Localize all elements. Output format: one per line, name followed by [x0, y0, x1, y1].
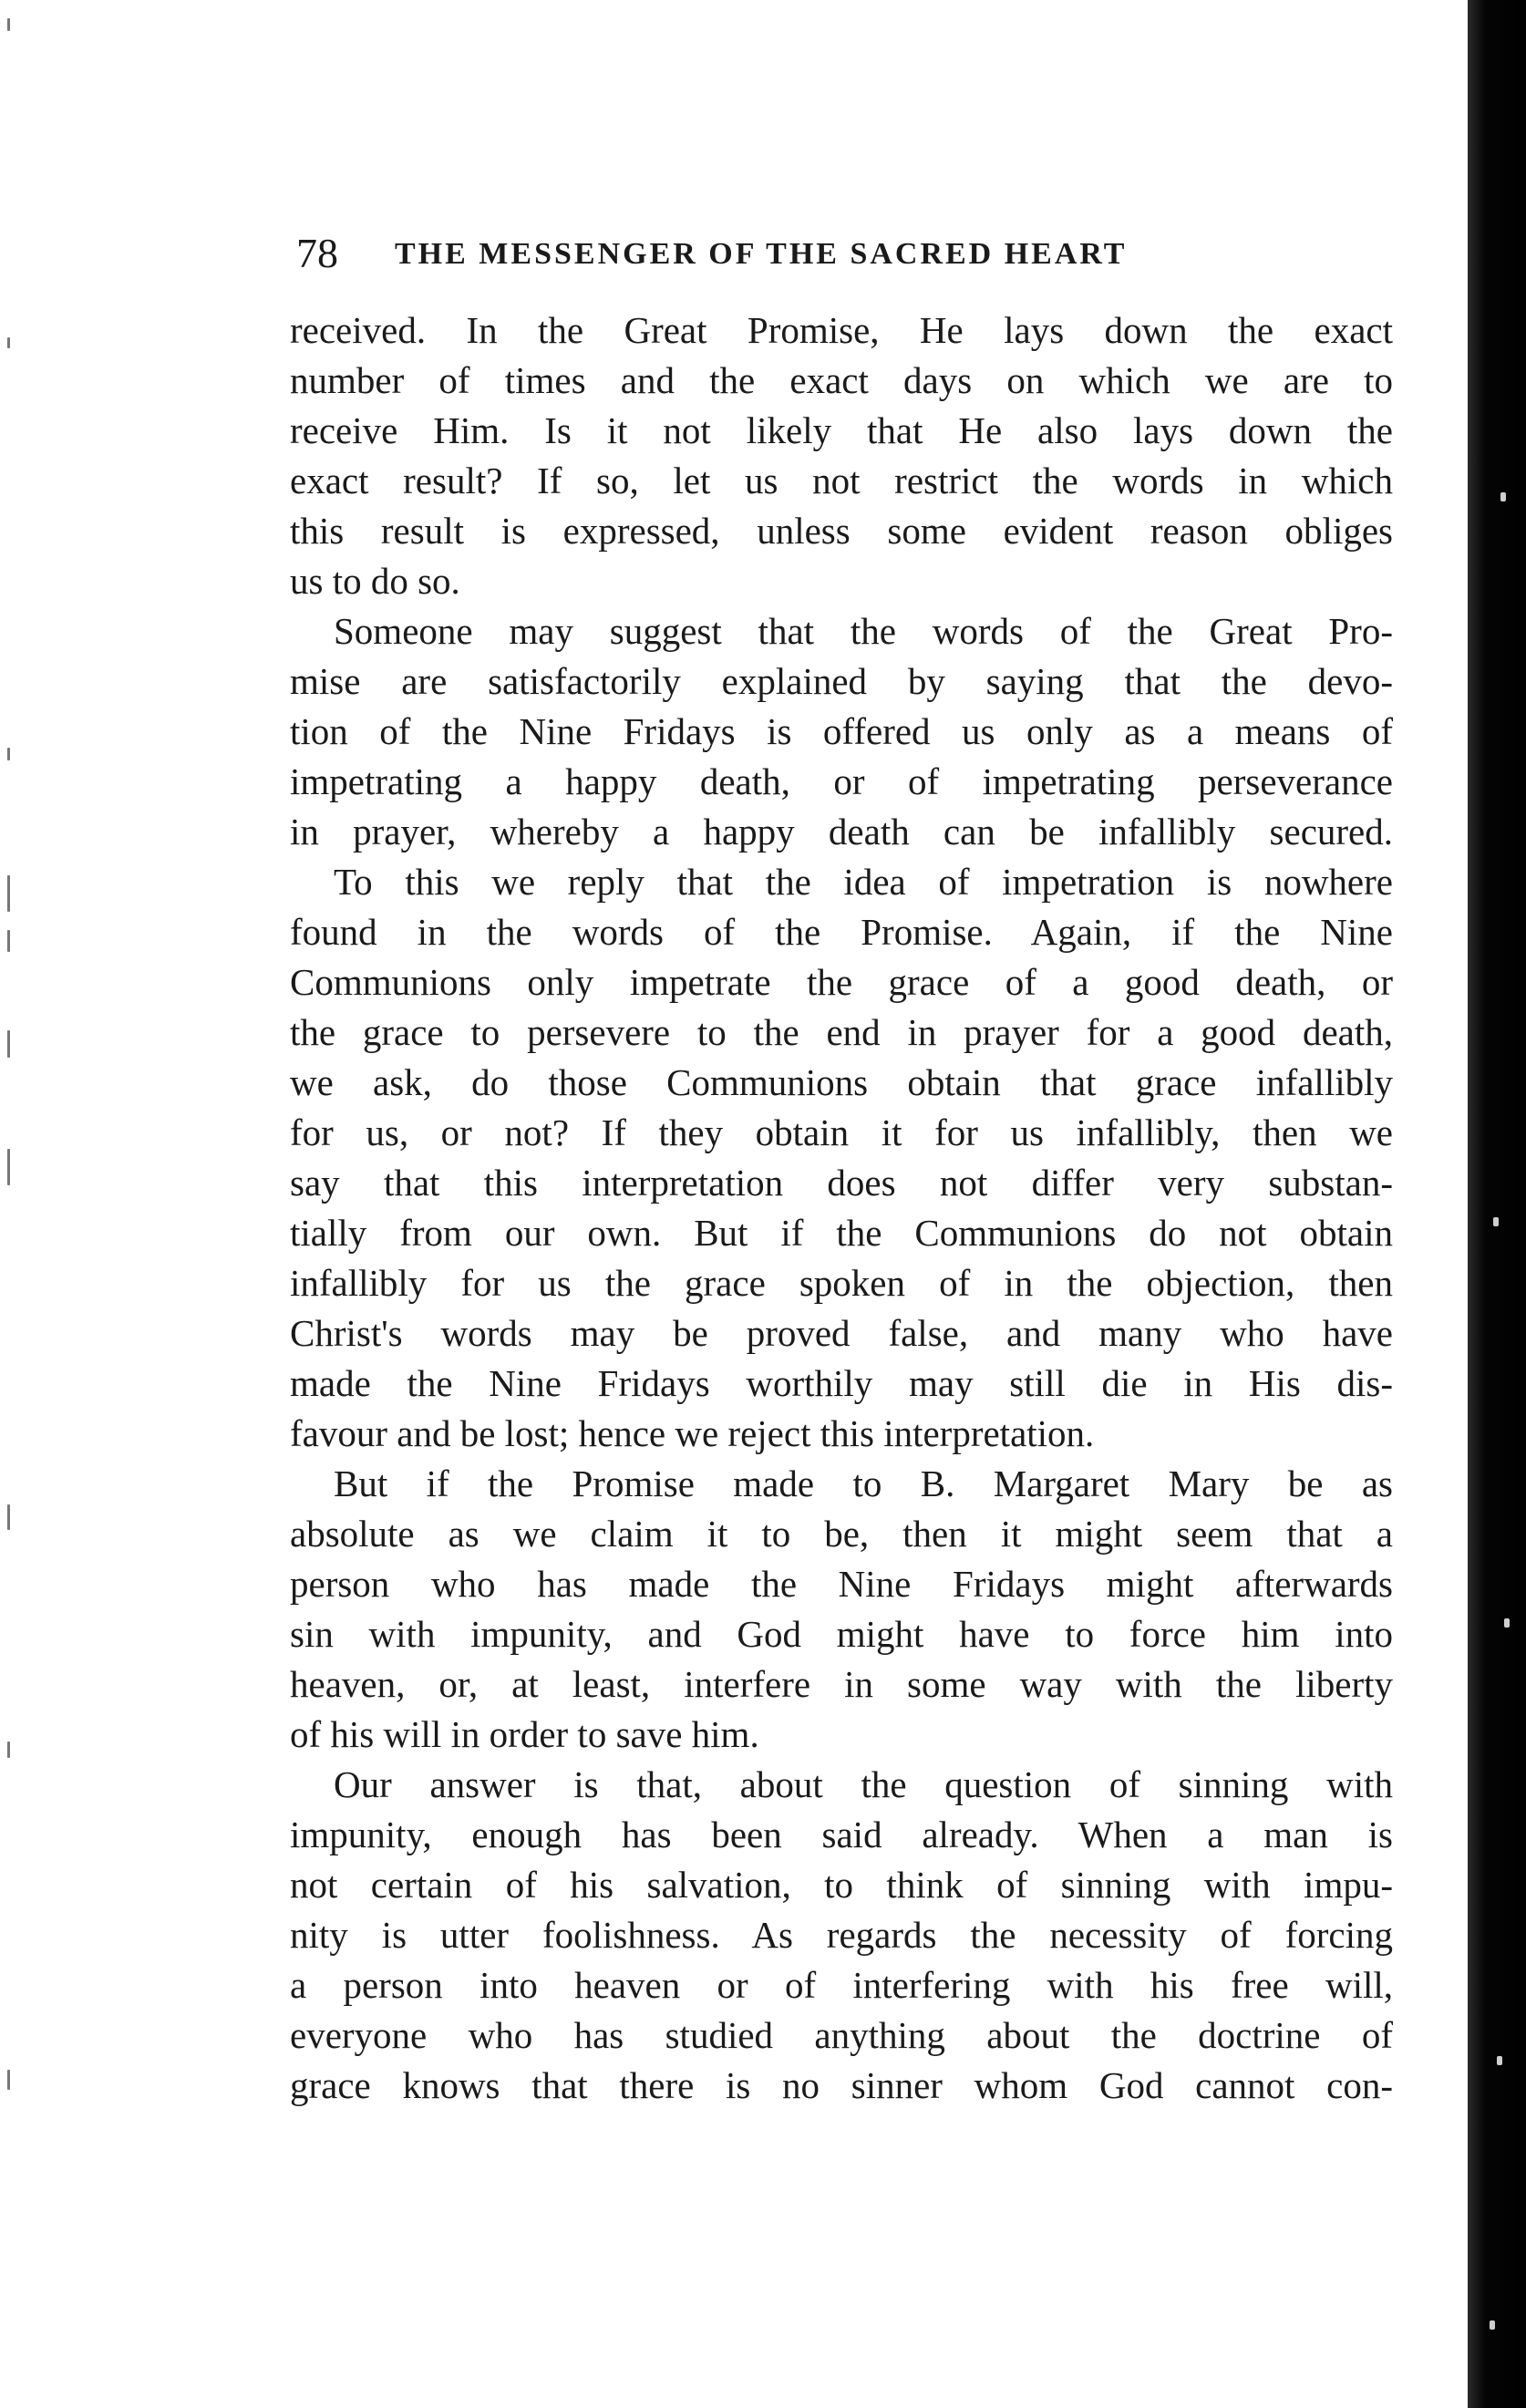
text-line: To this we reply that the idea of impetration is nowhere	[334, 861, 1393, 903]
text-line: the grace to persevere to the end in prayer for a good death,	[290, 1011, 1393, 1053]
text-line: grace knows that there is no sinner whom God cannot con-	[290, 2064, 1393, 2106]
scan-binding-edge	[1468, 0, 1526, 2408]
running-head: THE MESSENGER OF THE SACRED HEART	[395, 237, 1128, 271]
scan-mark	[7, 337, 10, 348]
text-line: say that this interpretation does not differ very substan-	[290, 1162, 1393, 1204]
paragraph	[290, 857, 1393, 1459]
text-line: Someone may suggest that the words of the Great Pro-	[334, 610, 1393, 652]
text-line: a person into heaven or of interfering with his free will,	[290, 1964, 1393, 2006]
scan-mark	[7, 748, 10, 760]
scan-speck	[1490, 2320, 1495, 2330]
text-line: of his will in order to save him.	[290, 1713, 759, 1755]
text-line: Communions only impetrate the grace of a good death, or	[290, 961, 1393, 1003]
text-line: Christ's words may be proved false, and many who have	[290, 1312, 1393, 1354]
text-line: this result is expressed, unless some evident reason obliges	[290, 510, 1393, 552]
text-line: us to do so.	[290, 560, 460, 602]
text-line: But if the Promise made to B. Margaret Mary be as	[334, 1462, 1393, 1504]
text-line: Our answer is that, about the question of sinning with	[334, 1763, 1393, 1805]
paragraph	[290, 1760, 1393, 2111]
scan-mark	[7, 930, 10, 952]
text-line: impunity, enough has been said already. When a man is	[290, 1814, 1393, 1855]
text-line: impetrating a happy death, or of impetrating perseverance	[290, 760, 1393, 802]
text-line: infallibly for us the grace spoken of in the objection, then	[290, 1262, 1393, 1304]
text-line: not certain of his salvation, to think of sinning with impu-	[290, 1864, 1393, 1906]
text-line: in prayer, whereby a happy death can be infallibly secured.	[290, 811, 1393, 853]
scan-mark	[7, 2070, 10, 2090]
scan-mark	[7, 1504, 10, 1530]
scan-mark	[7, 18, 10, 31]
scan-speck	[1497, 2056, 1502, 2065]
text-line: exact result? If so, let us not restrict the words in which	[290, 460, 1393, 501]
text-line: we ask, do those Communions obtain that grace infallibly	[290, 1061, 1393, 1103]
scan-mark	[7, 1149, 10, 1185]
text-line: favour and be lost; hence we reject this interpretation.	[290, 1412, 1095, 1454]
scan-mark	[7, 1030, 10, 1058]
text-line: nity is utter foolishness. As regards the necessity of forcing	[290, 1914, 1393, 1956]
text-line: heaven, or, at least, interfere in some way with the liberty	[290, 1663, 1393, 1705]
scan-speck	[1504, 1618, 1510, 1628]
text-line: tially from our own. But if the Communions do not obtain	[290, 1212, 1393, 1254]
text-line: everyone who has studied anything about the doctrine of	[290, 2014, 1393, 2056]
paragraph	[290, 305, 1393, 606]
text-line: sin with impunity, and God might have to force him into	[290, 1613, 1393, 1655]
text-line: for us, or not? If they obtain it for us infallibly, then we	[290, 1111, 1393, 1153]
text-line: received. In the Great Promise, He lays down the exact	[290, 309, 1393, 351]
text-line: receive Him. Is it not likely that He also lays down the	[290, 409, 1393, 451]
text-line: mise are satisfactorily explained by saying that the devo-	[290, 660, 1393, 702]
scan-speck	[1493, 1217, 1499, 1226]
body-text	[290, 305, 1393, 2111]
scan-mark	[7, 1741, 10, 1758]
page-number: 78	[296, 230, 338, 276]
text-line: person who has made the Nine Fridays might afterwards	[290, 1563, 1393, 1605]
page-header	[296, 226, 1390, 281]
scan-speck	[1500, 492, 1506, 501]
paragraph	[290, 606, 1393, 857]
text-line: tion of the Nine Fridays is offered us only as a means of	[290, 710, 1393, 752]
text-line: made the Nine Fridays worthily may still die in His dis-	[290, 1362, 1393, 1404]
scan-mark	[7, 875, 10, 912]
text-line: found in the words of the Promise. Again, if the Nine	[290, 911, 1393, 953]
paragraph	[290, 1459, 1393, 1760]
text-line: number of times and the exact days on which we are to	[290, 359, 1393, 401]
text-line: absolute as we claim it to be, then it might seem that a	[290, 1513, 1393, 1555]
